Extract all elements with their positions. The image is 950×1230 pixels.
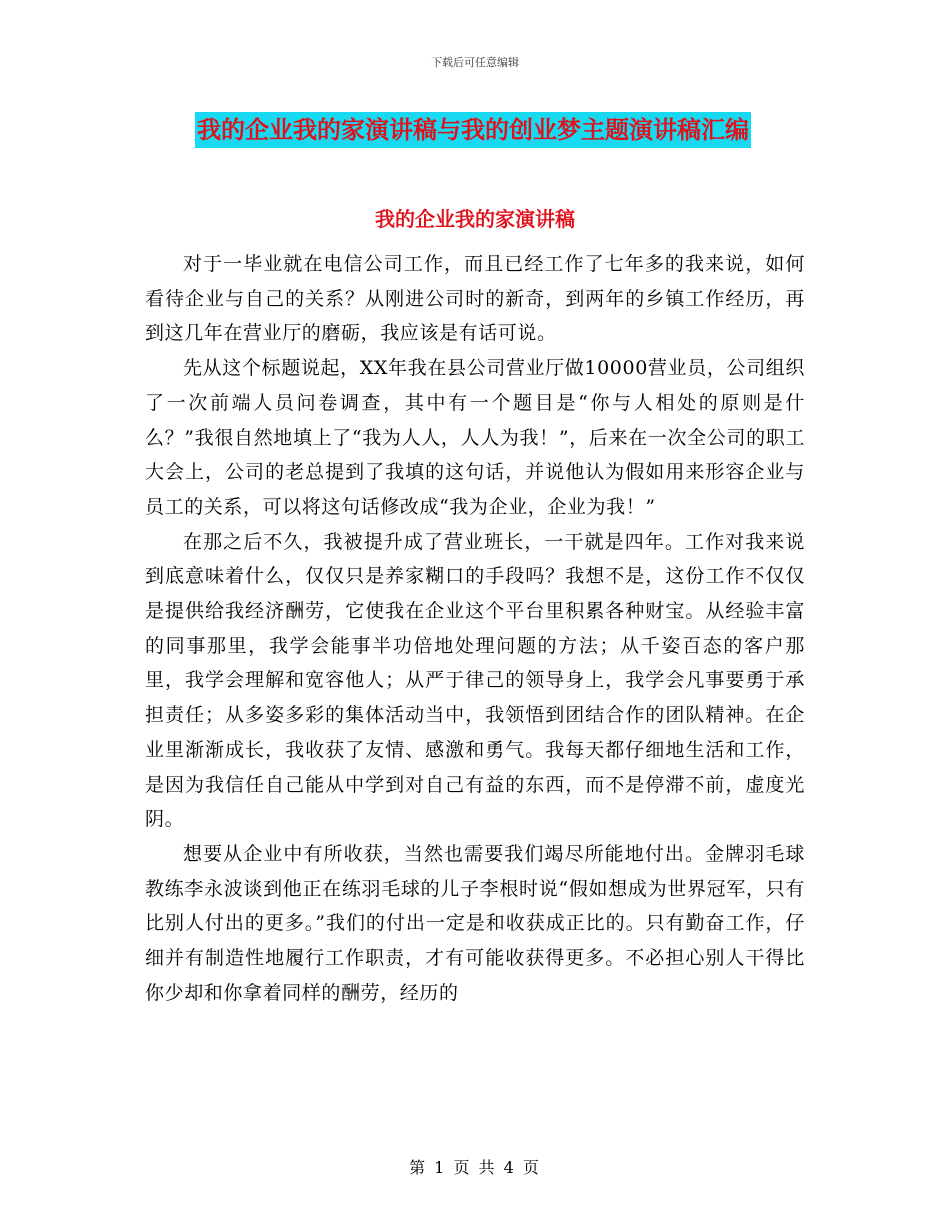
page-header-note: 下载后可任意编辑 bbox=[431, 56, 519, 69]
page-number: 第 1 页 共 4 页 bbox=[409, 1158, 541, 1177]
document-title: 我的企业我的家演讲稿与我的创业梦主题演讲稿汇编 bbox=[195, 112, 751, 148]
paragraph: 先从这个标题说起，XX年我在县公司营业厅做10000营业员，公司组织了一次前端人员问卷调查，其中有一个题目是“你与人相处的原则是什么？”我很自然地填上了“我为人人，人人为我！”，后来在一次全公司的职工大会上，公司的老总提到了我填的这句话，并说他认为假如用来形容企业与员工的关系，可以将这句话修改成“我为企业，企业为我！” bbox=[145, 357, 805, 518]
paragraph: 想要从企业中有所收获，当然也需要我们竭尽所能地付出。金牌羽毛球教练李永波谈到他正在练羽毛球的儿子李根时说“假如想成为世界冠军，只有比别人付出的更多。”我们的付出一定是和收获成正比的。只有勤奋工作，仔细并有制造性地履行工作职责，才有可能收获得更多。不必担心别人干得比你少却和你拿着同样的酬劳，经历的 bbox=[145, 842, 805, 1004]
paragraph: 对于一毕业就在电信公司工作，而且已经工作了七年多的我来说，如何看待企业与自己的关系？从刚进公司时的新奇，到两年的乡镇工作经历，再到这几年在营业厅的磨砺，我应该是有话可说。 bbox=[145, 253, 805, 345]
document-body bbox=[145, 247, 805, 1010]
section-title: 我的企业我的家演讲稿 bbox=[375, 207, 575, 231]
paragraph: 在那之后不久，我被提升成了营业班长，一干就是四年。工作对我来说到底意味着什么，仅仅只是养家糊口的手段吗？我想不是，这份工作不仅仅是提供给我经济酬劳，它使我在企业这个平台里积累各种财宝。从经验丰富的同事那里，我学会能事半功倍地处理问题的方法；从千姿百态的客户那里，我学会理解和宽容他人；从严于律己的领导身上，我学会凡事要勇于承担责任；从多姿多彩的集体活动当中，我领悟到团结合作的团队精神。在企业里渐渐成长，我收获了友情、感激和勇气。我每天都仔细地生活和工作，是因为我信任自己能从中学到对自己有益的东西，而不是停滞不前，虚度光阴。 bbox=[145, 530, 805, 831]
